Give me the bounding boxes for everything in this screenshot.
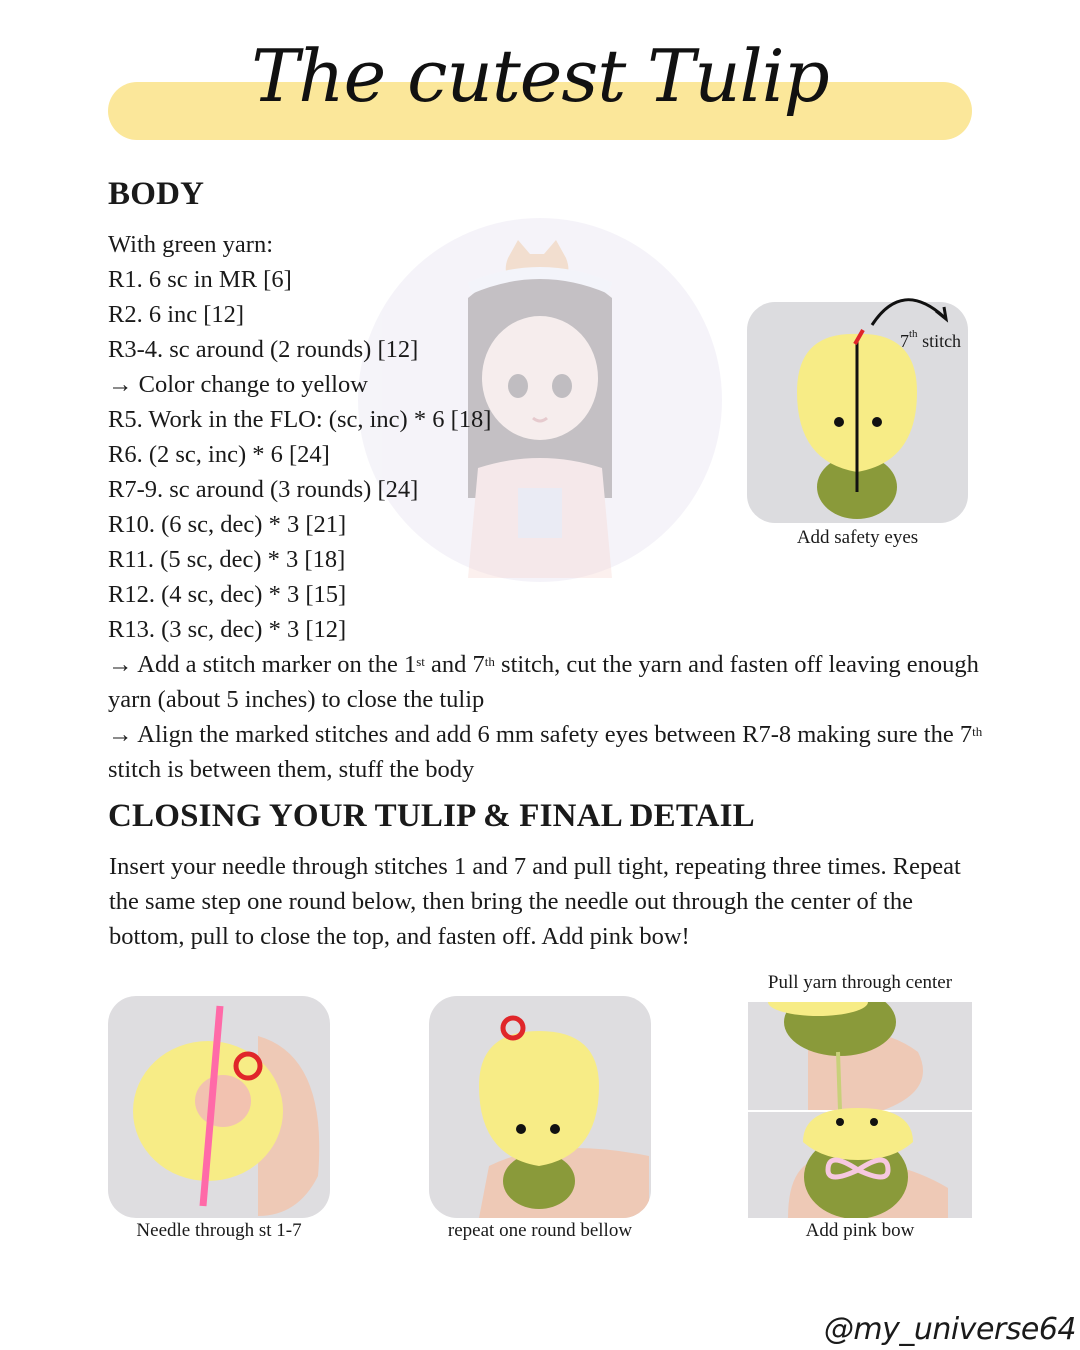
instruction-line: R12. (4 sc, dec) * 3 [15] <box>108 581 347 608</box>
closing-heading: CLOSING YOUR TULIP & FINAL DETAIL <box>108 798 755 834</box>
instruction-line: R2. 6 inc [12] <box>108 301 245 328</box>
repeat-one-round-image <box>429 996 651 1218</box>
pull-yarn-and-pink-bow-image <box>748 1002 972 1218</box>
instruction-line: R3-4. sc around (2 rounds) [12] <box>108 336 419 363</box>
instruction-line: R6. (2 sc, inc) * 6 [24] <box>108 441 330 468</box>
curved-arrow-icon <box>858 285 958 335</box>
repeat-round-photo <box>429 996 651 1218</box>
safety-eyes-caption: Add safety eyes <box>796 527 919 548</box>
instruction-line: R1. 6 sc in MR [6] <box>108 266 292 293</box>
author-handle: @my_universe64 <box>823 1312 1076 1347</box>
instruction-line: R7-9. sc around (3 rounds) [24] <box>108 476 419 503</box>
needle-caption: Needle through st 1-7 <box>136 1220 302 1241</box>
instruction-line: R10. (6 sc, dec) * 3 [21] <box>108 511 347 538</box>
instruction-line: R5. Work in the FLO: (sc, inc) * 6 [18] <box>108 406 492 433</box>
closing-instructions: Insert your needle through stitches 1 and 7 and pull tight, repeating three times. Repeat the same step one round below, then bring the needle out through the center of the bottom, pull to close the top, and fasten off. Add pink bow! <box>109 853 961 950</box>
body-heading: BODY <box>108 176 205 212</box>
repeat-caption: repeat one round bellow <box>447 1220 633 1241</box>
instruction-line: With green yarn: <box>108 231 274 258</box>
needle-through-stitches-image <box>108 996 330 1218</box>
instruction-line: R11. (5 sc, dec) * 3 [18] <box>108 546 346 573</box>
pull-yarn-caption: Pull yarn through center <box>767 972 953 993</box>
instruction-line: → Color change to yellow <box>108 371 368 398</box>
pull-yarn-and-bow-photo <box>748 1002 972 1218</box>
stitch-marker-note: → Add a stitch marker on the 1st and 7th stitch, cut the yarn and fasten off leaving enough yarn (about 5 inches) to close the tulip <box>108 651 979 713</box>
pink-bow-caption: Add pink bow <box>805 1220 915 1241</box>
seventh-stitch-annotation: 7th stitch <box>900 328 962 351</box>
safety-eyes-note: → Align the marked stitches and add 6 mm safety eyes between R7-8 making sure the 7th stitch is between them, stuff the body <box>108 721 983 783</box>
needle-photo <box>108 996 330 1218</box>
page-title: The cutest Tulip <box>251 34 829 118</box>
instruction-line: R13. (3 sc, dec) * 3 [12] <box>108 616 347 643</box>
